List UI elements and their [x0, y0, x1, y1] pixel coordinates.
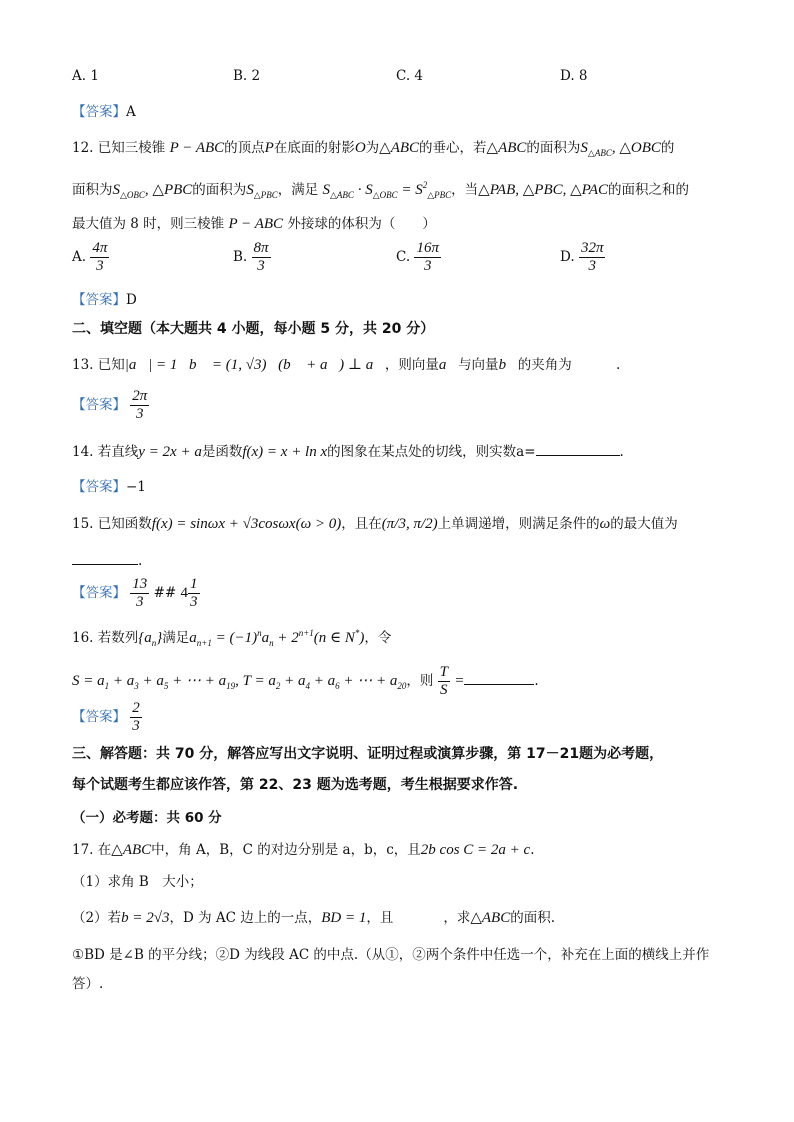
q11-option-a: A. 1: [72, 68, 99, 84]
math-expression: $S = a_1 + a_3 + a_5$ + ⋯ + $a_{19}$, $T = a_2 + a_4 + a_6$ + ⋯ + $a_{20}$: [72, 673, 407, 691]
q17-conditions-line-2: 答）.: [72, 976, 104, 992]
q12-text: 的面积为: [526, 140, 581, 156]
q12-text: 外接球的体积为（ ）: [287, 216, 436, 232]
answer-tag: 【答案】: [72, 709, 126, 725]
q16-text: ，则: [406, 673, 434, 689]
q15-text: ，且在: [341, 516, 382, 532]
q17-text: 在: [97, 842, 112, 858]
q13-text: ，则向量: [384, 357, 439, 373]
q12-text: 已知三棱锥: [97, 140, 166, 156]
fraction-denominator: 3: [588, 258, 596, 274]
q12-option-c: [396, 240, 441, 275]
q13-text: 的夹角为: [517, 357, 572, 373]
q12-option-d: [560, 240, 605, 275]
q17-part-1: （1）求角 B 大小；: [72, 874, 203, 890]
math-expression: △ABC: [486, 140, 527, 156]
q12-text: ，满足: [277, 182, 319, 198]
q12-text: 在底面的射影: [273, 140, 355, 156]
question-number: 16.: [72, 630, 94, 646]
section-3-title-line-2: 每个试题考生都应该作答，第 22、23 题为选考题，考生根据要求作答.: [72, 777, 519, 793]
q12-text: ，当: [451, 182, 479, 198]
q11-option-d: D. 8: [560, 68, 588, 84]
q17-text: （2）若: [72, 910, 122, 926]
option-label: D.: [560, 249, 575, 265]
q14-text: .: [619, 444, 624, 460]
fraction-numerator: 2π: [132, 388, 148, 404]
q16-line-2: [72, 664, 539, 699]
q15-text: 上单调递增，则满足条件的: [437, 516, 600, 532]
q12-option-b: [233, 240, 271, 275]
math-expression: P − ABC: [228, 216, 284, 232]
q12-text: 的面积之和的: [608, 182, 690, 198]
q17-line: [72, 838, 534, 859]
section-3-subtitle: （一）必考题：共 60 分: [72, 810, 222, 826]
math-expression: $S_{\triangle OBC}$, △PBC: [112, 182, 193, 200]
fraction-numerator: 2: [132, 700, 140, 716]
math-expression: △ABC: [470, 910, 511, 926]
math-expression: b = 2√3: [121, 910, 170, 926]
q17-text: 中，角 A，B，C 的对边分别是 a，b，c，且: [151, 842, 421, 858]
answer-tag: 【答案】: [72, 585, 126, 601]
q16-text: ，令: [364, 630, 392, 646]
fraction-denominator: S: [440, 682, 448, 698]
answer-value: A: [126, 104, 136, 120]
math-expression: b⃗: [498, 357, 518, 373]
q16-text: .: [534, 673, 539, 689]
math-expression: ω: [599, 516, 611, 532]
q16-answer: [72, 700, 142, 735]
q11-option-b: B. 2: [233, 68, 261, 84]
fraction-denominator: 3: [190, 594, 198, 610]
q12-line-1: [72, 136, 674, 159]
math-expression: y = 2x + a: [138, 444, 202, 460]
q17-conditions-line-1: ①BD 是∠B 的平分线；②D 为线段 AC 的中点.（从①，②两个条件中任选一个，补充在上面的横线上并作: [72, 947, 710, 963]
answer-blank[interactable]: [72, 552, 138, 565]
fraction-numerator: 1: [190, 576, 198, 592]
fraction-denominator: 3: [136, 406, 144, 422]
q17-part-2: [72, 906, 555, 927]
q13-line: [72, 353, 620, 374]
answer-fraction: [188, 576, 200, 611]
q13-text: 已知: [97, 357, 125, 373]
answer-blank[interactable]: [464, 672, 534, 685]
q16-line-1: [72, 626, 391, 648]
q16-text: 满足: [162, 630, 190, 646]
fraction-denominator: 3: [132, 718, 140, 734]
q15-text: .: [138, 553, 143, 569]
question-number: 13.: [72, 357, 94, 373]
q12-text: 为: [365, 140, 380, 156]
q16-text: 若数列: [97, 630, 139, 646]
math-expression: O: [354, 140, 366, 156]
q12-line-3: [72, 212, 436, 233]
fraction: [90, 240, 109, 275]
fraction: [438, 664, 450, 699]
q12-text: 的垂心，若: [419, 140, 487, 156]
fraction: [414, 240, 441, 275]
q13-text: .: [616, 357, 621, 373]
fraction: [252, 240, 271, 275]
q17-text: ，求: [443, 910, 471, 926]
math-expression: P − ABC: [169, 140, 225, 156]
q14-text: 的图象在某点处的切线，则实数: [327, 444, 517, 460]
answer-integer: 4: [180, 585, 189, 601]
question-number: 12.: [72, 140, 94, 156]
math-expression: $\{a_n\}$: [138, 630, 163, 648]
math-expression: a⃗: [438, 357, 459, 373]
answer-value: D: [126, 292, 137, 308]
question-number: 15.: [72, 516, 94, 532]
answer-value: −1: [126, 479, 146, 495]
math-expression: BD = 1: [321, 910, 367, 926]
q14-answer: [72, 475, 146, 495]
fraction-numerator: 4π: [92, 240, 108, 256]
answer-fraction: [130, 576, 149, 611]
q17-text: ，D 为 AC 边上的一点，: [169, 910, 322, 926]
math-expression: △PAB, △PBC, △PAC: [478, 182, 609, 198]
answer-fraction: [130, 388, 149, 423]
q12-text: 的面积为: [192, 182, 247, 198]
fraction: [579, 240, 606, 275]
answer-tag: 【答案】: [72, 397, 126, 413]
answer-tag: 【答案】: [72, 292, 126, 308]
q15-blank-line: [72, 552, 142, 569]
q17-text: ，且: [366, 910, 394, 926]
q11-answer: [72, 100, 136, 120]
math-expression: f(x) = x + ln x: [242, 444, 328, 460]
option-label: A.: [72, 249, 87, 265]
math-expression: $S_{\triangle PBC}$: [246, 182, 278, 200]
q12-line-2: [72, 178, 689, 201]
math-expression: f(x) = sinωx + √3cosωx(ω > 0): [151, 516, 342, 532]
q11-option-c: C. 4: [396, 68, 424, 84]
q17-text: .: [530, 842, 535, 858]
fraction-numerator: 13: [132, 576, 148, 592]
fraction-denominator: 3: [257, 258, 265, 274]
math-expression: P: [264, 140, 274, 156]
section-2-title: 二、填空题（本大题共 4 小题，每小题 5 分，共 20 分）: [72, 321, 435, 337]
math-expression: $a_{n+1} = (-1)^na_n + 2^{n+1}(n$ ∈ N*): [189, 628, 365, 648]
q12-option-a: [72, 240, 109, 275]
q14-line: [72, 440, 624, 461]
q17-text: 的面积.: [510, 910, 556, 926]
q15-answer: [72, 576, 200, 611]
q12-text: 最大值为 8 时，则三棱锥: [72, 216, 225, 232]
q14-text: a=: [516, 444, 536, 460]
math-expression: =: [454, 673, 465, 689]
math-expression: (π/3, π/2): [381, 516, 438, 532]
question-number: 14.: [72, 444, 94, 460]
q15-line: [72, 512, 678, 533]
q12-text: 的顶点: [224, 140, 265, 156]
fraction-numerator: 8π: [253, 240, 269, 256]
fraction-denominator: 3: [96, 258, 104, 274]
math-expression: 2b cos C = 2a + c: [420, 842, 531, 858]
answer-separator: ##: [153, 585, 177, 601]
math-expression: △ABC: [379, 140, 420, 156]
q14-text: 若直线: [97, 444, 139, 460]
section-3-title-line-1: 三、解答题：共 70 分，解答应写出文字说明、证明过程或演算步骤，第 17－21题为必考题，: [72, 746, 664, 762]
q15-text: 的最大值为: [610, 516, 678, 532]
option-label: C.: [396, 249, 411, 265]
answer-fraction: [130, 700, 142, 735]
fraction-numerator: T: [439, 664, 448, 680]
answer-tag: 【答案】: [72, 104, 126, 120]
answer-tag: 【答案】: [72, 479, 126, 495]
q13-answer: [72, 388, 149, 423]
q15-text: 已知函数: [97, 516, 152, 532]
math-expression: |a⃗| = 1，b⃗ = (1, √3)，(b⃗ + a⃗) ⊥ a⃗: [124, 357, 385, 373]
q12-text: 面积为: [72, 182, 113, 198]
math-expression: $S_{\triangle ABC} \cdot S_{\triangle OBC} = S^2_{\triangle PBC}$: [322, 180, 452, 200]
fraction-numerator: 16π: [416, 240, 439, 256]
question-number: 17.: [72, 842, 94, 858]
fraction-denominator: 3: [136, 594, 144, 610]
option-label: B.: [233, 249, 248, 265]
fraction-numerator: 32π: [580, 240, 604, 256]
math-expression: △ABC: [111, 842, 152, 858]
q12-answer: [72, 288, 137, 308]
q12-text: 的: [660, 140, 675, 156]
fraction-denominator: 3: [423, 258, 432, 274]
q13-text: 与向量: [458, 357, 499, 373]
math-expression: $S_{\triangle ABC}$, △OBC: [580, 140, 661, 158]
answer-blank[interactable]: [536, 443, 620, 456]
q14-text: 是函数: [201, 444, 243, 460]
